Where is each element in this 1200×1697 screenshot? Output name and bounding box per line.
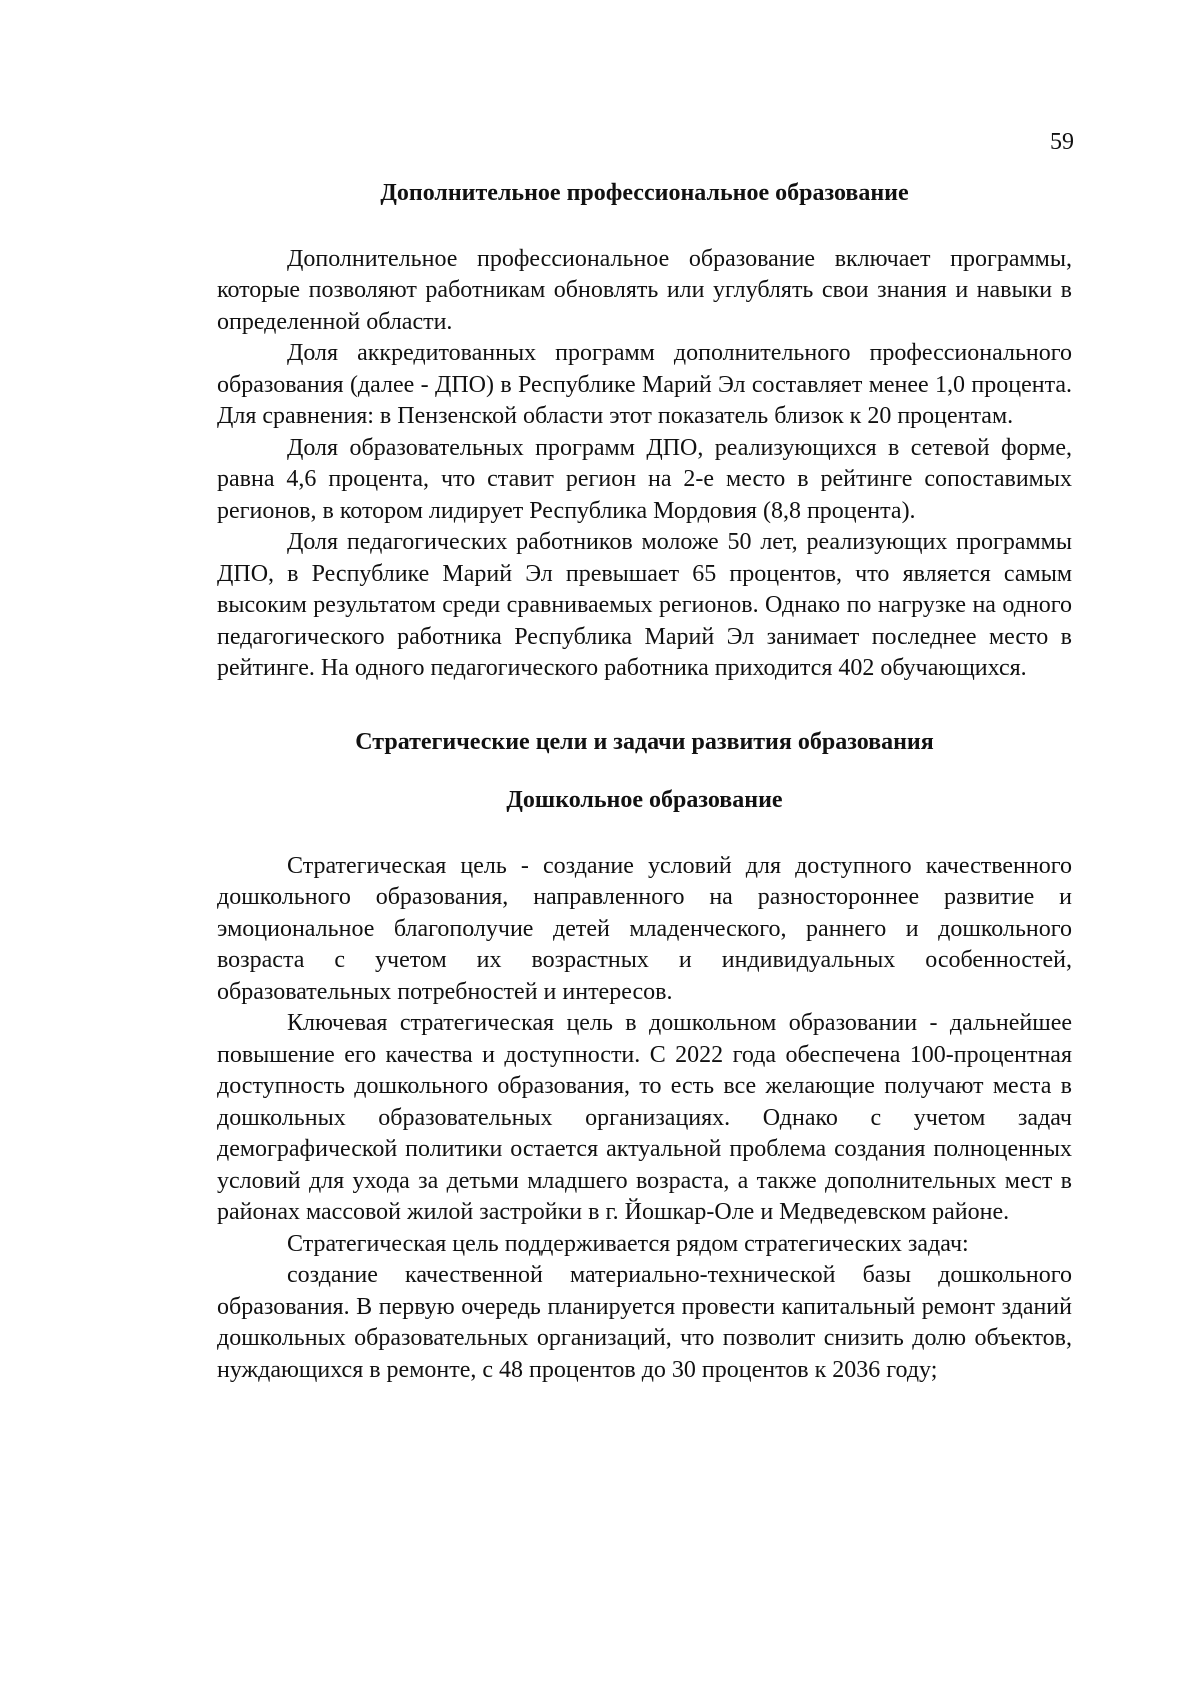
section-heading-strategy: Стратегические цели и задачи развития образования (355, 728, 934, 755)
paragraph: Доля педагогических работников моложе 50 лет, реализующих программы ДПО, в Республике Марий Эл превышает 65 процентов, что является самым высоким результатом среди сравниваемых регионов. Однако по нагрузке на одного педагогического работника Республика Марий Эл занимает последнее место в рейтинге. На одного педагогического работника приходится 402 обучающихся. (217, 529, 1072, 681)
paragraph: Стратегическая цель - создание условий для доступного качественного дошкольного образования, направленного на разностороннее развитие и эмоциональное благополучие детей младенческого, раннего и дошкольного возраста с учетом их возрастных и индивидуальных особенностей, образовательных потребностей и интересов. (217, 852, 1072, 1005)
paragraph: Дополнительное профессиональное образование включает программы, которые позволяют работникам обновлять или углублять свои знания и навыки в определенной области. (217, 245, 1072, 335)
page-number: 59 (1050, 129, 1074, 155)
document-body (217, 178, 1072, 1386)
paragraph: Доля аккредитованных программ дополнительного профессионального образования (далее - ДПО) в Республике Марий Эл составляет менее 1,0 процента. Для сравнения: в Пензенской области этот показатель близок к 20 процентам. (217, 340, 1072, 429)
paragraph: Ключевая стратегическая цель в дошкольном образовании - дальнейшее повышение его качества и доступности. С 2022 года обеспечена 100-процентная доступность дошкольного образования, то есть все желающие получают места в дошкольных образовательных организациях. Однако с учетом задач демографической политики остается актуальной проблема создания полноценных условий для ухода за детьми младшего возраста, а также дополнительных мест в районах массовой жилой застройки в г. Йошкар-Оле и Медведевском районе. (217, 1010, 1072, 1225)
paragraph: Стратегическая цель поддерживается рядом стратегических задач: (287, 1230, 969, 1257)
section-heading-preschool: Дошкольное образование (506, 787, 783, 813)
paragraph: создание качественной материально-технической базы дошкольного образования. В первую очередь планируется провести капитальный ремонт зданий дошкольных образовательных организаций, что позволит снизить долю объектов, нуждающихся в ремонте, с 48 процентов до 30 процентов к 2036 году; (217, 1262, 1072, 1383)
paragraph: Доля образовательных программ ДПО, реализующихся в сетевой форме, равна 4,6 процента, что ставит регион на 2-е место в рейтинге сопоставимых регионов, в котором лидирует Республика Мордовия (8,8 процента). (217, 434, 1072, 524)
section-heading-dpo: Дополнительное профессиональное образование (380, 180, 909, 206)
